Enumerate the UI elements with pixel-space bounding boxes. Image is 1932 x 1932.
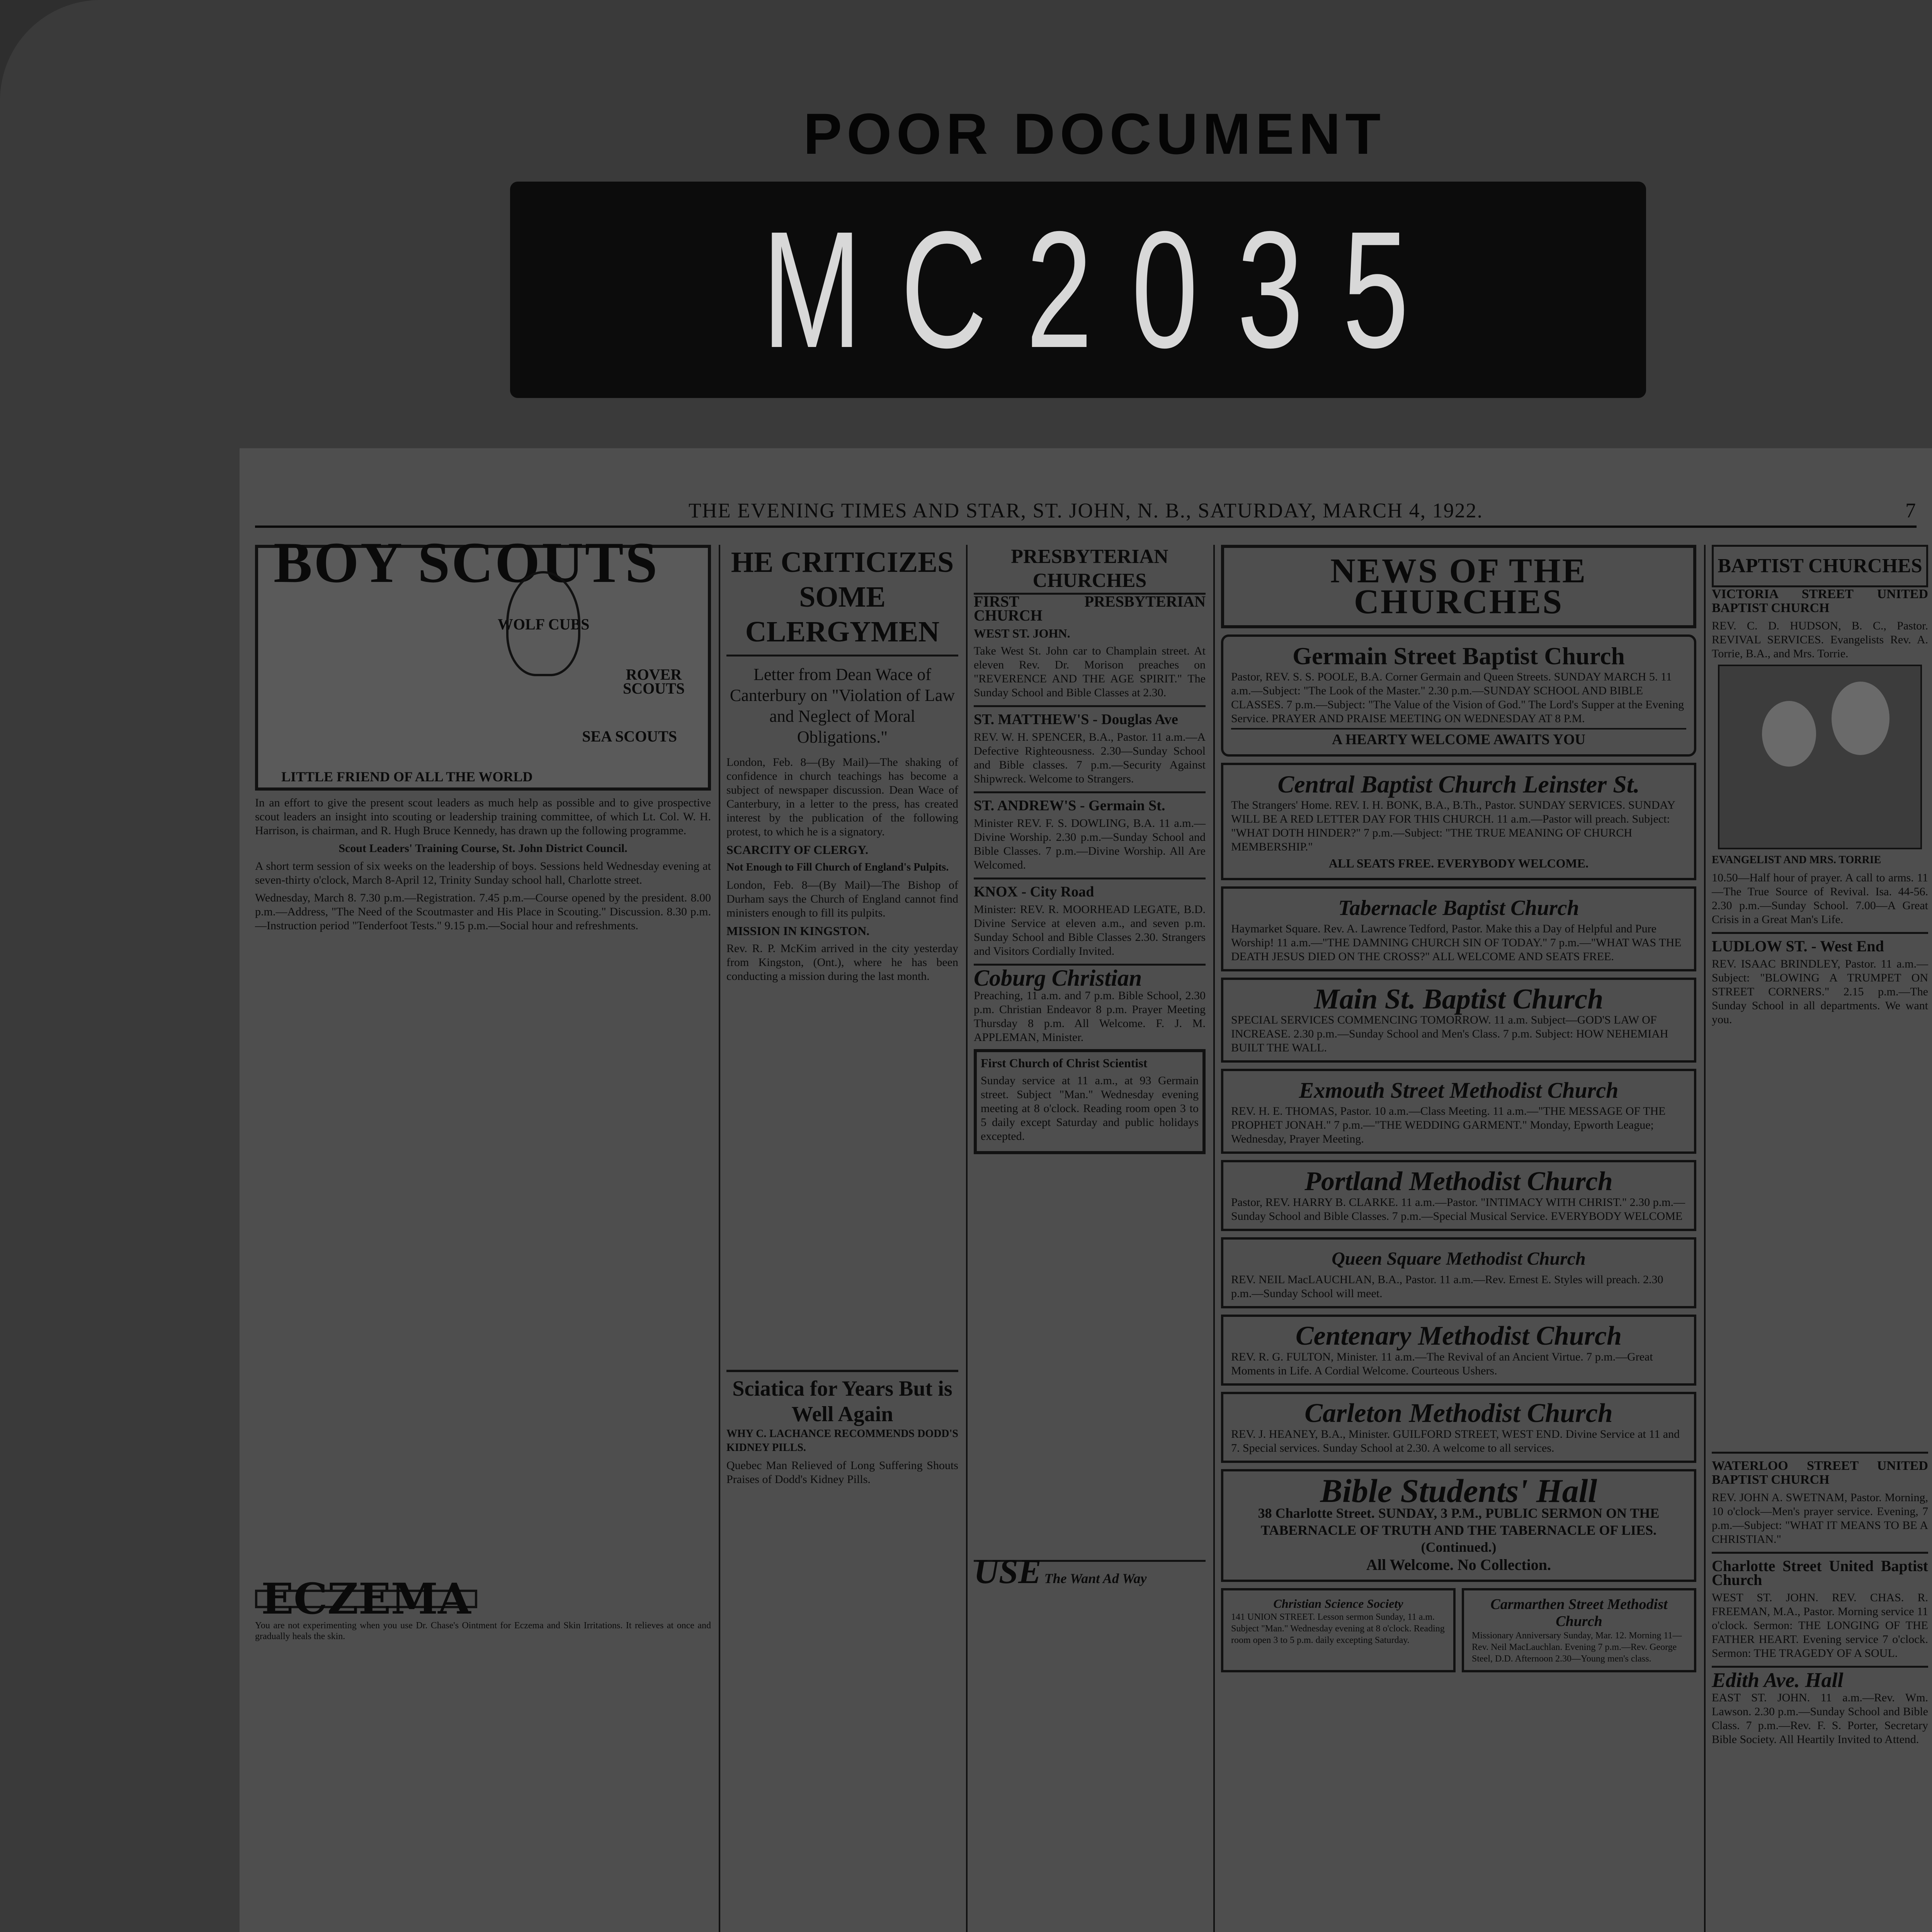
centenary-methodist-body: REV. R. G. FULTON, Minister. 11 a.m.—The Revival of an Ancient Virtue. 7 p.m.—Great Moments in Life. A Cordial Welcome. Courteous Ushers. (1231, 1350, 1653, 1377)
wolf-cubs-label: WOLF CUBS (498, 616, 590, 633)
edith-ave-body: EAST ST. JOHN. 11 a.m.—Rev. Wm. Lawson. 2.30 p.m.—Sunday School and Bible Class. 7 p.m.—Rev. F. S. Porter, Secretary Bible Society. All Heartily Invited to Attend. (1712, 1691, 1928, 1746)
knox-body: Minister: REV. R. MOORHEAD LEGATE, B.D. Divine Service at eleven a.m., and seven p.m. Sunday School and Bible Classes 2.30. Strangers and Visitors Cordially Invited. (974, 903, 1206, 957)
torrie-photo (1718, 665, 1922, 849)
baptist-churches-head: BAPTIST CHURCHES (1712, 545, 1928, 587)
eczema-text: You are not experimenting when you use Dr. Chase's Ointment for Eczema and Skin Irritations. It relieves at once and gradually heals the skin. (255, 1621, 711, 1641)
main-st-baptist-title: Main St. Baptist Church (1314, 983, 1604, 1015)
news-of-churches-heading: NEWS OF THE CHURCHES (1330, 552, 1587, 621)
st-andrews-body: Minister REV. F. S. DOWLING, B.A. 11 a.m.—Divine Worship. 2.30 p.m.—Sunday School and Bible Classes. 7 p.m.—Divine Worship. All Are Welcomed. (974, 817, 1206, 871)
rover-scouts-label: ROVER SCOUTS (622, 666, 685, 697)
ludlow-title: LUDLOW ST. - West End (1712, 937, 1884, 955)
bible-students-tagline: All Welcome. No Collection. (1366, 1556, 1551, 1573)
carmarthen-methodist-body: Missionary Anniversary Sunday, Mar. 12. Morning 11—Rev. Neil MacLauchlan. Evening 7 p.m.—Rev. George Steel, D.D. Afternoon 2.30—Young men's class. (1472, 1631, 1682, 1664)
sciatica-deck: WHY C. LACHANCE RECOMMENDS DODD'S KIDNEY PILLS. (726, 1428, 958, 1454)
council-heading: Scout Leaders' Training Course, St. John District Council. (338, 842, 628, 855)
clergy-body: London, Feb. 8—(By Mail)—The shaking of confidence in church teachings has become a subject of newspaper discussion. Dean Wace of Canterbury, in a letter to the press, has created interest by the publication of the following protest, to which he is a signatory. (726, 756, 958, 838)
germain-baptist-body: Pastor, REV. S. S. POOLE, B.A. Corner Germain and Queen Streets. SUNDAY MARCH 5. 11 a.m.—Subject: "The Look of the Master." 2.30 p.m.—SUNDAY SCHOOL AND BIBLE CLASSES. 7 p.m.—Subject: "The Value of the Vision of God." The Lord's Supper at the Evening Service. PRAYER AND PRAISE MEETING ON WEDNESDAY AT 8 P.M. (1231, 670, 1684, 725)
sciatica-headline: Sciatica for Years But is Well Again (732, 1377, 952, 1426)
edith-ave-title: Edith Ave. Hall (1712, 1668, 1844, 1692)
sciatica-body: Quebec Man Relieved of Long Suffering Shouts Praises of Dodd's Kidney Pills. (726, 1459, 958, 1486)
eczema-title: ECZEMA (255, 1590, 477, 1608)
news-of-churches-column (1221, 545, 1696, 1679)
baptist-churches-column (1712, 545, 1928, 1750)
bible-students-body: 38 Charlotte Street. SUNDAY, 3 P.M., PUBLIC SERMON ON THE TABERNACLE OF TRUTH AND THE TABERNACLE OF LIES. (Continued.) (1258, 1505, 1660, 1555)
bible-students-title: Bible Students' Hall (1320, 1472, 1597, 1509)
clergy-deck: Letter from Dean Wace of Canterbury on "Violation of Law and Neglect of Moral Obligations." (730, 665, 955, 747)
newspaper-page (240, 448, 1932, 1932)
germain-baptist-welcome: A HEARTY WELCOME AWAITS YOU (1231, 728, 1686, 747)
presbyterian-head: PRESBYTERIAN CHURCHES (974, 545, 1206, 595)
victoria-street-title: VICTORIA STREET UNITED BAPTIST CHURCH (1712, 587, 1928, 615)
column-rule (966, 545, 968, 1932)
column-rule (719, 545, 720, 1932)
victoria-street-body-2: 10.50—Half hour of prayer. A call to arms. 11—The True Source of Revival. Isa. 44-56. 2.30 p.m.—Sunday School. 7.00—A Great Crisis in a Great Man's Life. (1712, 871, 1928, 926)
clergy-column (726, 545, 958, 1490)
st-matthews-body: REV. W. H. SPENCER, B.A., Pastor. 11 a.m.—A Defective Righteousness. 2.30—Sunday School and Bible classes. 7 p.m.—Security Against Shipwreck. Welcome to Strangers. (974, 731, 1206, 785)
mission-body: Rev. R. P. McKim arrived in the city yesterday from Kingston, (Ont.), where he has been conducting a mission during the last month. (726, 942, 958, 983)
reel-code-stamp (510, 182, 1646, 398)
st-andrews-title: ST. ANDREW'S - Germain St. (974, 798, 1165, 814)
clergy-headline: HE CRITICIZES SOME CLERGYMEN (726, 545, 958, 656)
central-baptist-tagline: ALL SEATS FREE. EVERYBODY WELCOME. (1328, 856, 1589, 870)
charlotte-street-body: WEST ST. JOHN. REV. CHAS. R. FREEMAN, M.A., Pastor. Morning service 11 o'clock. Sermon: THE LONGING OF THE FATHER HEART. Evening service 7 o'clock. Sermon: THE TRAGEDY OF A SOUL. (1712, 1591, 1928, 1660)
scarcity-body: London, Feb. 8—(By Mail)—The Bishop of Durham says the Church of England cannot find ministers enough to fill its pulpits. (726, 879, 958, 919)
exmouth-methodist-body: REV. H. E. THOMAS, Pastor. 10 a.m.—Class Meeting. 11 a.m.—"THE MESSAGE OF THE PROPHET JONAH." 7 p.m.—"THE WEDDING GARMENT." Monday, Epworth League; Wednesday, Prayer Meeting. (1231, 1105, 1666, 1145)
queen-square-methodist-title: Queen Square Methodist Church (1332, 1248, 1586, 1269)
germain-baptist-title: Germain Street Baptist Church (1293, 642, 1625, 670)
scout-emblem-icon (506, 571, 580, 676)
scouts-intro: In an effort to give the present scout leaders as much help as possible and to give prospective scout leaders an insight into scouting or leadership training committee, of which Lt. Col. W. H. Harrison, is chairman, and R. Hugh Bruce Kennedy, has drawn up the following programme. (255, 796, 711, 837)
coburg-title: Coburg Christian (974, 965, 1142, 991)
scouts-column (255, 531, 711, 1646)
course-schedule: Wednesday, March 8. 7.30 p.m.—Registration. 7.45 p.m.—Course opened by the president. 8.00 p.m.—Address, "The Need of the Scoutmaster and His Place in Scouting." Discussion. 8.30 p.m.—Instruction period "Tenderfoot Tests." 9.15 p.m.—Social hour and refreshments. (255, 891, 711, 932)
scarcity-deck: Not Enough to Fill Church of England's Pulpits. (726, 861, 949, 873)
portland-methodist-title: Portland Methodist Church (1304, 1167, 1613, 1196)
carleton-methodist-title: Carleton Methodist Church (1304, 1398, 1613, 1428)
boy-scouts-title: BOY SCOUTS (274, 531, 659, 595)
column-rule (1213, 545, 1215, 1932)
central-baptist-title: Central Baptist Church Leinster St. (1277, 770, 1640, 798)
main-st-baptist-body: SPECIAL SERVICES COMMENCING TOMORROW. 11 a.m. Subject—GOD'S LAW OF INCREASE. 2.30 p.m.—Sunday School and Men's Class. 7 p.m. Subject: HOW NEHEMIAH BUILT THE WALL. (1231, 1014, 1668, 1054)
centenary-methodist-card (1221, 1315, 1696, 1386)
exmouth-methodist-title: Exmouth Street Methodist Church (1299, 1078, 1619, 1103)
portland-methodist-body: Pastor, REV. HARRY B. CLARKE. 11 a.m.—Pastor. "INTIMACY WITH CHRIST." 2.30 p.m.—Sunday School and Bible Classes. 7 p.m.—Special Musical Service. EVERYBODY WELCOME (1231, 1196, 1685, 1223)
use-want-ad-label: USE (974, 1553, 1042, 1591)
central-baptist-card (1221, 763, 1696, 880)
ludlow-body: REV. ISAAC BRINDLEY, Pastor. 11 a.m.—Subject: "BLOWING A TRUMPET ON STREET CORNERS." 2.15 p.m.—The Sunday School in all departments. We want you. (1712, 957, 1928, 1026)
mission-subhead: MISSION IN KINGSTON. (726, 924, 870, 938)
page-number: 7 (1905, 499, 1917, 522)
presbyterian-column (974, 545, 1206, 1591)
want-ad-tagline: The Want Ad Way (1044, 1571, 1147, 1586)
tabernacle-baptist-card (1221, 886, 1696, 971)
christian-science-society-title: Christian Science Society (1273, 1597, 1403, 1611)
waterloo-body: REV. JOHN A. SWETNAM, Pastor. Morning, 10 o'clock—Men's prayer service. Evening, 7 p.m.—Subject: "WHAT IT MEANS TO BE A CHRISTIAN." (1712, 1491, 1928, 1546)
knox-title: KNOX - City Road (974, 884, 1094, 900)
central-baptist-body: The Strangers' Home. REV. I. H. BONK, B.A., B.Th., Pastor. SUNDAY SERVICES. SUNDAY WILL BE A RED LETTER DAY FOR THIS CHURCH. 11 a.m.—Pastor will preach. Subject: "WHAT DOTH HINDER?" 7 p.m.—Subject: "THE TRUE MEANING OF CHURCH MEMBERSHIP." (1231, 799, 1675, 853)
reel-code: MC2035 (762, 197, 1448, 383)
tabernacle-baptist-body: Haymarket Square. Rev. A. Lawrence Tedford, Pastor. Make this a Day of Helpful and Pure Worship! 11 a.m.—"THE DAMNING CHURCH SIN OF TODAY." 7 p.m.—"WHAT WAS THE DEATH JESUS DIED ON THE CROSS?" ALL WELCOME AND SEATS FREE. (1231, 922, 1682, 963)
exmouth-methodist-card (1221, 1069, 1696, 1154)
st-matthews-title: ST. MATTHEW'S - Douglas Ave (974, 711, 1178, 728)
course-description: A short term session of six weeks on the leadership of boys. Sessions held Wednesday evening at seven-thirty o'clock, March 8-April 12, Trinity Sunday school hall, Charlotte street. (255, 860, 711, 886)
christian-science-society-card (1221, 1588, 1456, 1672)
running-head-text: THE EVENING TIMES AND STAR, ST. JOHN, N. B., SATURDAY, MARCH 4, 1922. (688, 499, 1483, 522)
centenary-methodist-title: Centenary Methodist Church (1295, 1321, 1622, 1351)
first-presbyterian-address: WEST ST. JOHN. (974, 626, 1070, 640)
photo-caption: EVANGELIST AND MRS. TORRIE (1712, 854, 1881, 866)
christian-science-society-body: 141 UNION STREET. Lesson sermon Sunday, 11 a.m. Subject "Man." Wednesday evening at 8 o'clock. Reading room open 3 to 5 p.m. daily excepting Saturday. (1231, 1612, 1445, 1645)
portland-methodist-card (1221, 1160, 1696, 1231)
queen-square-methodist-card (1221, 1237, 1696, 1308)
column-rule (1704, 545, 1706, 1932)
queen-square-methodist-body: REV. NEIL MacLAUCHLAN, B.A., Pastor. 11 a.m.—Rev. Ernest E. Styles will preach. 2.30 p.m.—Sunday School will meet. (1231, 1273, 1663, 1300)
germain-baptist-card (1221, 634, 1696, 757)
carmarthen-methodist-card (1462, 1588, 1696, 1672)
coburg-body: Preaching, 11 a.m. and 7 p.m. Bible School, 2.30 p.m. Christian Endeavor 8 p.m. Prayer Meeting Thursday 8 p.m. All Welcome. F. J. M. APPLEMAN, Minister. (974, 989, 1206, 1044)
carmarthen-methodist-title: Carmarthen Street Methodist Church (1490, 1596, 1668, 1629)
christ-scientist-body: Sunday service at 11 a.m., at 93 Germain street. Subject "Man." Wednesday evening meeting at 8 o'clock. Reading room open 3 to 5 daily except Saturday and public holidays excepted. (981, 1074, 1199, 1143)
main-st-baptist-card (1221, 978, 1696, 1063)
waterloo-title: WATERLOO STREET UNITED BAPTIST CHURCH (1712, 1459, 1928, 1487)
scarcity-subhead: SCARCITY OF CLERGY. (726, 843, 869, 857)
running-head (255, 498, 1917, 528)
poor-document-label: POOR DOCUMENT (803, 101, 1385, 166)
carleton-methodist-card (1221, 1392, 1696, 1463)
first-presbyterian-title: FIRST PRESBYTERIAN CHURCH (974, 593, 1206, 624)
victoria-street-body: REV. C. D. HUDSON, B. C., Pastor. REVIVAL SERVICES. Evangelists Rev. A. Torrie, B.A., and Mrs. Torrie. (1712, 619, 1928, 660)
scouts-motto: LITTLE FRIEND OF ALL THE WORLD (281, 769, 533, 784)
carleton-methodist-body: REV. J. HEANEY, B.A., Minister. GUILFORD STREET, WEST END. Divine Service at 11 and 7. Special services. Sunday School at 2.30. A welcome to all services. (1231, 1428, 1680, 1454)
charlotte-street-title: Charlotte Street United Baptist Church (1712, 1557, 1928, 1588)
boy-scouts-heading-box (255, 531, 711, 791)
bible-students-card (1221, 1469, 1696, 1582)
first-presbyterian-body: Take West St. John car to Champlain street. At eleven Rev. Dr. Morison preaches on "REVERENCE AND THE AGE SPIRIT." The Sunday School and Bible Classes at 2.30. (974, 645, 1206, 699)
christ-scientist-title: First Church of Christ Scientist (981, 1056, 1148, 1070)
tabernacle-baptist-title: Tabernacle Baptist Church (1338, 896, 1579, 920)
sea-scouts-label: SEA SCOUTS (582, 728, 677, 745)
